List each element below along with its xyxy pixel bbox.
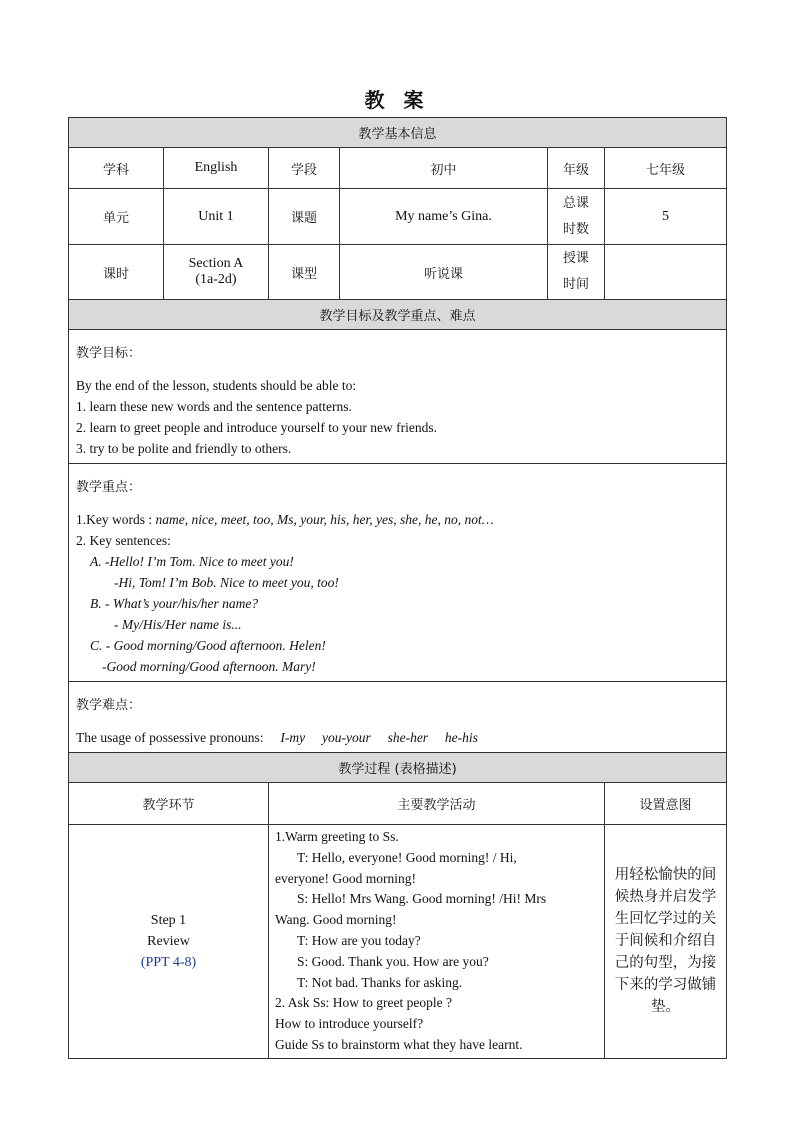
- col-purpose: 设置意图: [605, 783, 727, 825]
- difficulty-prefix: The usage of possessive pronouns:: [76, 730, 264, 745]
- difficulty-cell: [69, 682, 727, 753]
- key-sentence: -Good morning/Good afternoon. Mary!: [102, 659, 316, 674]
- step1-ppt: (PPT 4-8): [140, 954, 197, 970]
- basic-info-header: 教学基本信息: [69, 118, 727, 148]
- key-sentences-title: 2. Key sentences:: [76, 533, 171, 548]
- objectives-header-row: [69, 300, 727, 330]
- key-points-title: 教学重点：: [76, 480, 142, 495]
- activity-line: Guide Ss to brainstorm what they have learnt.: [275, 1036, 523, 1052]
- activity-line: T: Hello, everyone! Good morning! / Hi,: [297, 849, 517, 865]
- key-words-line: [76, 509, 719, 530]
- stage-label: 学段: [269, 148, 340, 189]
- key-sentence: A. -Hello! I’m Tom. Nice to meet you!: [90, 554, 294, 569]
- activity-line: T: How are you today?: [297, 932, 421, 948]
- step1-title: Step 1: [150, 912, 187, 928]
- difficulty-row: [69, 682, 727, 753]
- total-hours-value: 5: [605, 189, 727, 245]
- key-sentence: B. - What’s your/his/her name?: [90, 596, 259, 611]
- period-value-line1: Section A: [188, 256, 244, 271]
- type-value: 听说课: [340, 245, 548, 300]
- subject-value: English: [164, 148, 269, 189]
- teach-time-label: [548, 245, 605, 300]
- difficulty-title: 教学难点：: [76, 698, 142, 713]
- goals-title: 教学目标：: [76, 346, 142, 361]
- type-label: 课型: [269, 245, 340, 300]
- key-sentence: - My/His/Her name is...: [114, 617, 242, 632]
- activity-line: 2. Ask Ss: How to greet people ?: [275, 995, 452, 1011]
- activity-line: How to introduce yourself?: [275, 1016, 424, 1032]
- goals-row: [69, 330, 727, 464]
- col-stage: 教学环节: [69, 783, 269, 825]
- goal-line: 1. learn these new words and the sentence patterns.: [76, 399, 352, 414]
- stage-value: 初中: [340, 148, 548, 189]
- total-hours-label-line1: 总课: [562, 195, 589, 211]
- unit-value: Unit 1: [164, 189, 269, 245]
- goals-cell: [69, 330, 727, 464]
- lesson-plan-table: [68, 117, 727, 1059]
- col-activity: 主要教学活动: [269, 783, 605, 825]
- step1-activities: [269, 825, 605, 1059]
- grade-value: 七年级: [605, 148, 727, 189]
- key-points-row: [69, 464, 727, 682]
- topic-label: 课题: [269, 189, 340, 245]
- teach-time-value: [605, 245, 727, 300]
- process-header: 教学过程 (表格描述): [69, 753, 727, 783]
- key-words: name, nice, meet, too, Ms, your, his, her, yes, she, he, no, not…: [155, 512, 494, 527]
- period-label: 课时: [69, 245, 164, 300]
- unit-label: 单元: [69, 189, 164, 245]
- info-row-2: [69, 189, 727, 245]
- teach-time-label-line1: 授课: [562, 251, 589, 266]
- process-header-row: [69, 753, 727, 783]
- period-value: [164, 245, 269, 300]
- key-sentence: -Hi, Tom! I’m Bob. Nice to meet you, too!: [114, 575, 339, 590]
- topic-value: My name’s Gina.: [340, 189, 548, 245]
- subject-label: 学科: [69, 148, 164, 189]
- basic-info-header-row: [69, 118, 727, 148]
- page-title: 教 案: [364, 88, 430, 112]
- teach-time-label-line2: 时间: [562, 277, 589, 292]
- activity-line: S: Good. Thank you. How are you?: [297, 953, 489, 969]
- total-hours-label: [548, 189, 605, 245]
- key-sentence: C. - Good morning/Good afternoon. Helen!: [90, 638, 326, 653]
- goal-line: 2. learn to greet people and introduce yourself to your new friends.: [76, 420, 438, 435]
- objectives-header: 教学目标及教学重点、难点: [69, 300, 727, 330]
- step1-name: Review: [147, 933, 190, 949]
- step1-row: [69, 825, 727, 1059]
- info-row-3: [69, 245, 727, 300]
- step1-stage: [69, 825, 269, 1059]
- activity-line: 1.Warm greeting to Ss.: [275, 829, 399, 844]
- key-points-cell: [69, 464, 727, 682]
- total-hours-label-line2: 时数: [562, 221, 589, 237]
- activity-line: S: Hello! Mrs Wang. Good morning! /Hi! Mrs: [297, 891, 547, 907]
- goal-line: 3. try to be polite and friendly to others.: [76, 441, 292, 456]
- grade-label: 年级: [548, 148, 605, 189]
- activity-line: Wang. Good morning!: [275, 912, 397, 928]
- info-row-1: [69, 148, 727, 189]
- difficulty-line: [76, 727, 719, 748]
- activity-line: T: Not bad. Thanks for asking.: [297, 974, 463, 990]
- goal-line: By the end of the lesson, students should be able to:: [76, 378, 357, 393]
- activity-line: everyone! Good morning!: [275, 870, 416, 886]
- difficulty-items: I-my you-your she-her he-his: [280, 730, 478, 745]
- process-columns-row: [69, 783, 727, 825]
- step1-purpose: 用轻松愉快的间候热身并启发学生回忆学过的关于间候和介绍自己的句型，为接下来的学习做铺垫。: [605, 825, 727, 1059]
- period-value-line2: (1a-2d): [195, 272, 237, 287]
- key-words-prefix: 1.Key words :: [76, 512, 156, 527]
